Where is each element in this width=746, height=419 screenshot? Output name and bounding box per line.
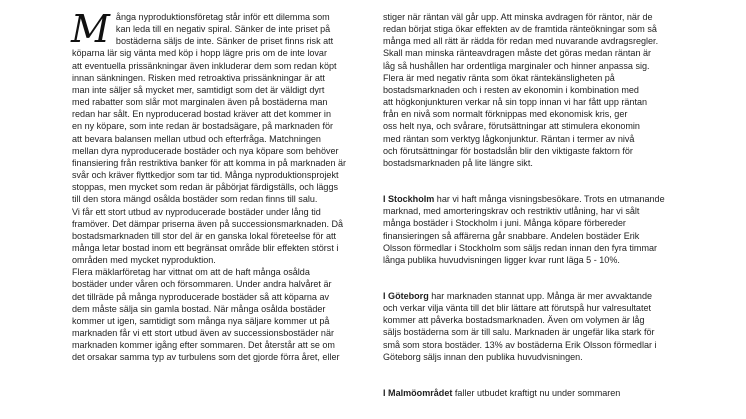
left-column bbox=[71, 7, 357, 364]
text-run: faller utbudet kraftigt nu under sommaren bbox=[452, 387, 621, 398]
text-line: områden med mycket nyproduktion. bbox=[72, 255, 216, 266]
text-line: många bostäder i Stockholm i juni. Många köpare förbereder bbox=[383, 218, 626, 229]
drop-cap: M bbox=[71, 7, 110, 51]
region-label-stockholm: I Stockholm bbox=[383, 194, 435, 205]
text-line: bostadsmarknaden till stor del är en ganska lokal företeelse för att bbox=[72, 230, 337, 241]
text-line: bostäderna säljs de inte. Sänker de priset finns risk att bbox=[115, 36, 334, 47]
article-body-left bbox=[72, 47, 357, 363]
text-line: ånga nyproduktionsföretag står inför ett dilemma som bbox=[115, 12, 330, 22]
text-line: Skall man minska ränteavdragen måste det göras medan räntan är bbox=[383, 48, 652, 59]
text-line: till den stora mängd osålda bostäder som redan finns till salu. bbox=[72, 194, 318, 205]
text-line: bostadsmarknaden på lite längre sikt. bbox=[383, 157, 533, 168]
text-line: framöver. Det dämpar priserna även på successionsmarknaden. Då bbox=[72, 218, 344, 229]
text-line: låg så hushållen har ordentliga marginaler och hinner anpassa sig. bbox=[383, 60, 650, 71]
text-line: långa publika huvudvisningen ligger kvar runt läga 5 - 10%. bbox=[383, 254, 620, 265]
text-line: man inte säljer så mycket mer, samtidigt som det är väldigt dyrt bbox=[72, 84, 325, 95]
paragraph-goteborg bbox=[383, 290, 679, 363]
text-line: kan leda till en negativ spiral. Sänker de inte priset på bbox=[115, 24, 331, 35]
text-line: och verkar vilja vänta till det blir lättare att förutspå hur valresultatet bbox=[383, 303, 652, 314]
text-line: från en nivå som normalt förknippas med ekonomisk kris, ger bbox=[383, 109, 628, 120]
text-line: redan börjat stiga ökar effekten av de framtida ränteökningar som så bbox=[383, 24, 657, 35]
article-intro bbox=[71, 7, 357, 51]
text-line: mellan dyra nyproducerade bostäder och nya köpare som behöver bbox=[72, 145, 339, 156]
text-line: köparna lär sig vänta med köp i hopp lägre pris om de inte lovar bbox=[72, 48, 327, 59]
region-label-goteborg: I Göteborg bbox=[383, 290, 429, 301]
text-line: Göteborg säljs innan den publika huvudvisningen. bbox=[383, 351, 583, 362]
text-line: stoppas, men mycket som redan är påbörjat färdigställs, och läggs bbox=[72, 182, 339, 193]
paragraph-malmo bbox=[383, 387, 679, 399]
text-run: har marknaden stannat upp. Många är mer avvaktande bbox=[428, 290, 653, 301]
paragraph-stockholm bbox=[383, 193, 679, 266]
text-line: svår och kräver flyttkedjor som tar tid. Många nyproduktionsprojekt bbox=[72, 170, 339, 181]
text-line: marknad, med amorteringskrav och restriktiv utlåning, har vi sålt bbox=[383, 206, 640, 217]
text-line: det orsakar samma typ av turbulens som det gjorde förra året, eller bbox=[72, 352, 340, 363]
region-label-malmo: I Malmöområdet bbox=[383, 387, 453, 398]
text-line: små som stora bostäder. 13% av bostäderna Erik Olsson förmedlar i bbox=[383, 339, 657, 350]
text-run: har vi haft många visningsbesökare. Trots en utmanande bbox=[434, 194, 665, 205]
text-line: en ny köpare, som inte redan är bostadsägare, på marknaden för bbox=[72, 121, 334, 132]
text-line: stiger när räntan väl går upp. Att minska avdragen för räntor, när de bbox=[383, 12, 653, 22]
text-line: kommer ut igen, samtidigt som många nya säljare kommer ut på bbox=[72, 315, 330, 326]
text-line: redan har sålt. En nyproducerad bostad kräver att det kommer in bbox=[72, 109, 331, 120]
text-line: att eventuella prissänkningar även inkluderar dem som redan köpt bbox=[72, 60, 337, 71]
paragraph-interest-rates bbox=[383, 11, 679, 169]
text-line bbox=[383, 387, 679, 399]
text-line: oss helt nya, och svårare, förutsättningar att stimulera ekonomin bbox=[383, 121, 640, 132]
text-line: säljs bostäderna som är till salu. Marknaden är ungefär lika stark för bbox=[383, 327, 655, 338]
right-column bbox=[383, 11, 679, 399]
text-line: Vi får ett stort utbud av nyproducerade bostäder under lång tid bbox=[72, 206, 321, 217]
text-line: många med all rätt är rädda för redan med nuvarande avdragsregler. bbox=[383, 36, 659, 47]
text-line: finansiering från restriktiva banker för att komma in på marknaden är bbox=[72, 157, 347, 168]
text-line: det tillräde på många nyproducerade bostäder så att köparna av bbox=[72, 291, 329, 302]
text-line: att bevara balansen mellan utbud och efterfråga. Matchningen bbox=[72, 133, 321, 144]
text-line: med rabatter som slår mot marginalen även på bostäderna man bbox=[72, 97, 328, 108]
text-line: marknaden kommer igång efter sommaren. Det återstår att se om bbox=[72, 340, 335, 351]
text-line: Olsson förmedlar i Stockholm som säljs redan innan den fyra timmar bbox=[383, 242, 658, 253]
text-line: innan sänkningen. Risken med retroaktiva prissänkningar är att bbox=[72, 72, 325, 83]
text-line: många letar bostad inom ett begränsat område blir effekten störst i bbox=[72, 242, 339, 253]
text-line: marknaden får vi ett stort utbud även av successionsbostäder när bbox=[72, 328, 334, 339]
text-line: finansieringen så affärerna går snabbare. Andelen bostäder Erik bbox=[383, 230, 640, 241]
text-line: dem måste sälja sin gamla bostad. När många osålda bostäder bbox=[72, 303, 326, 314]
text-line: att högkonjunkturen verkar nå sin topp innan vi har fått upp räntan bbox=[383, 97, 648, 108]
text-line bbox=[383, 290, 679, 302]
text-line: och förutsättningar för bostadslån blir den viktigaste faktorn för bbox=[383, 145, 633, 156]
text-line: Flera mäklarföretag har vittnat om att de haft många osålda bbox=[72, 267, 310, 278]
text-line: Flera är med negativ ränta som ökat räntekänsligheten på bbox=[383, 72, 615, 83]
text-line: bostadsmarknaden och i resten av ekonomin i kombination med bbox=[383, 84, 639, 95]
text-line: bostäder under våren och försommaren. Under andra halvåret är bbox=[72, 279, 332, 290]
text-line bbox=[383, 193, 679, 205]
text-line: kommer att påverka bostadsmarknaden. Även om volymen är låg bbox=[383, 315, 645, 326]
text-line: med räntan som verktyg lågkonjunktur. Räntan i termer av nivå bbox=[383, 133, 635, 144]
